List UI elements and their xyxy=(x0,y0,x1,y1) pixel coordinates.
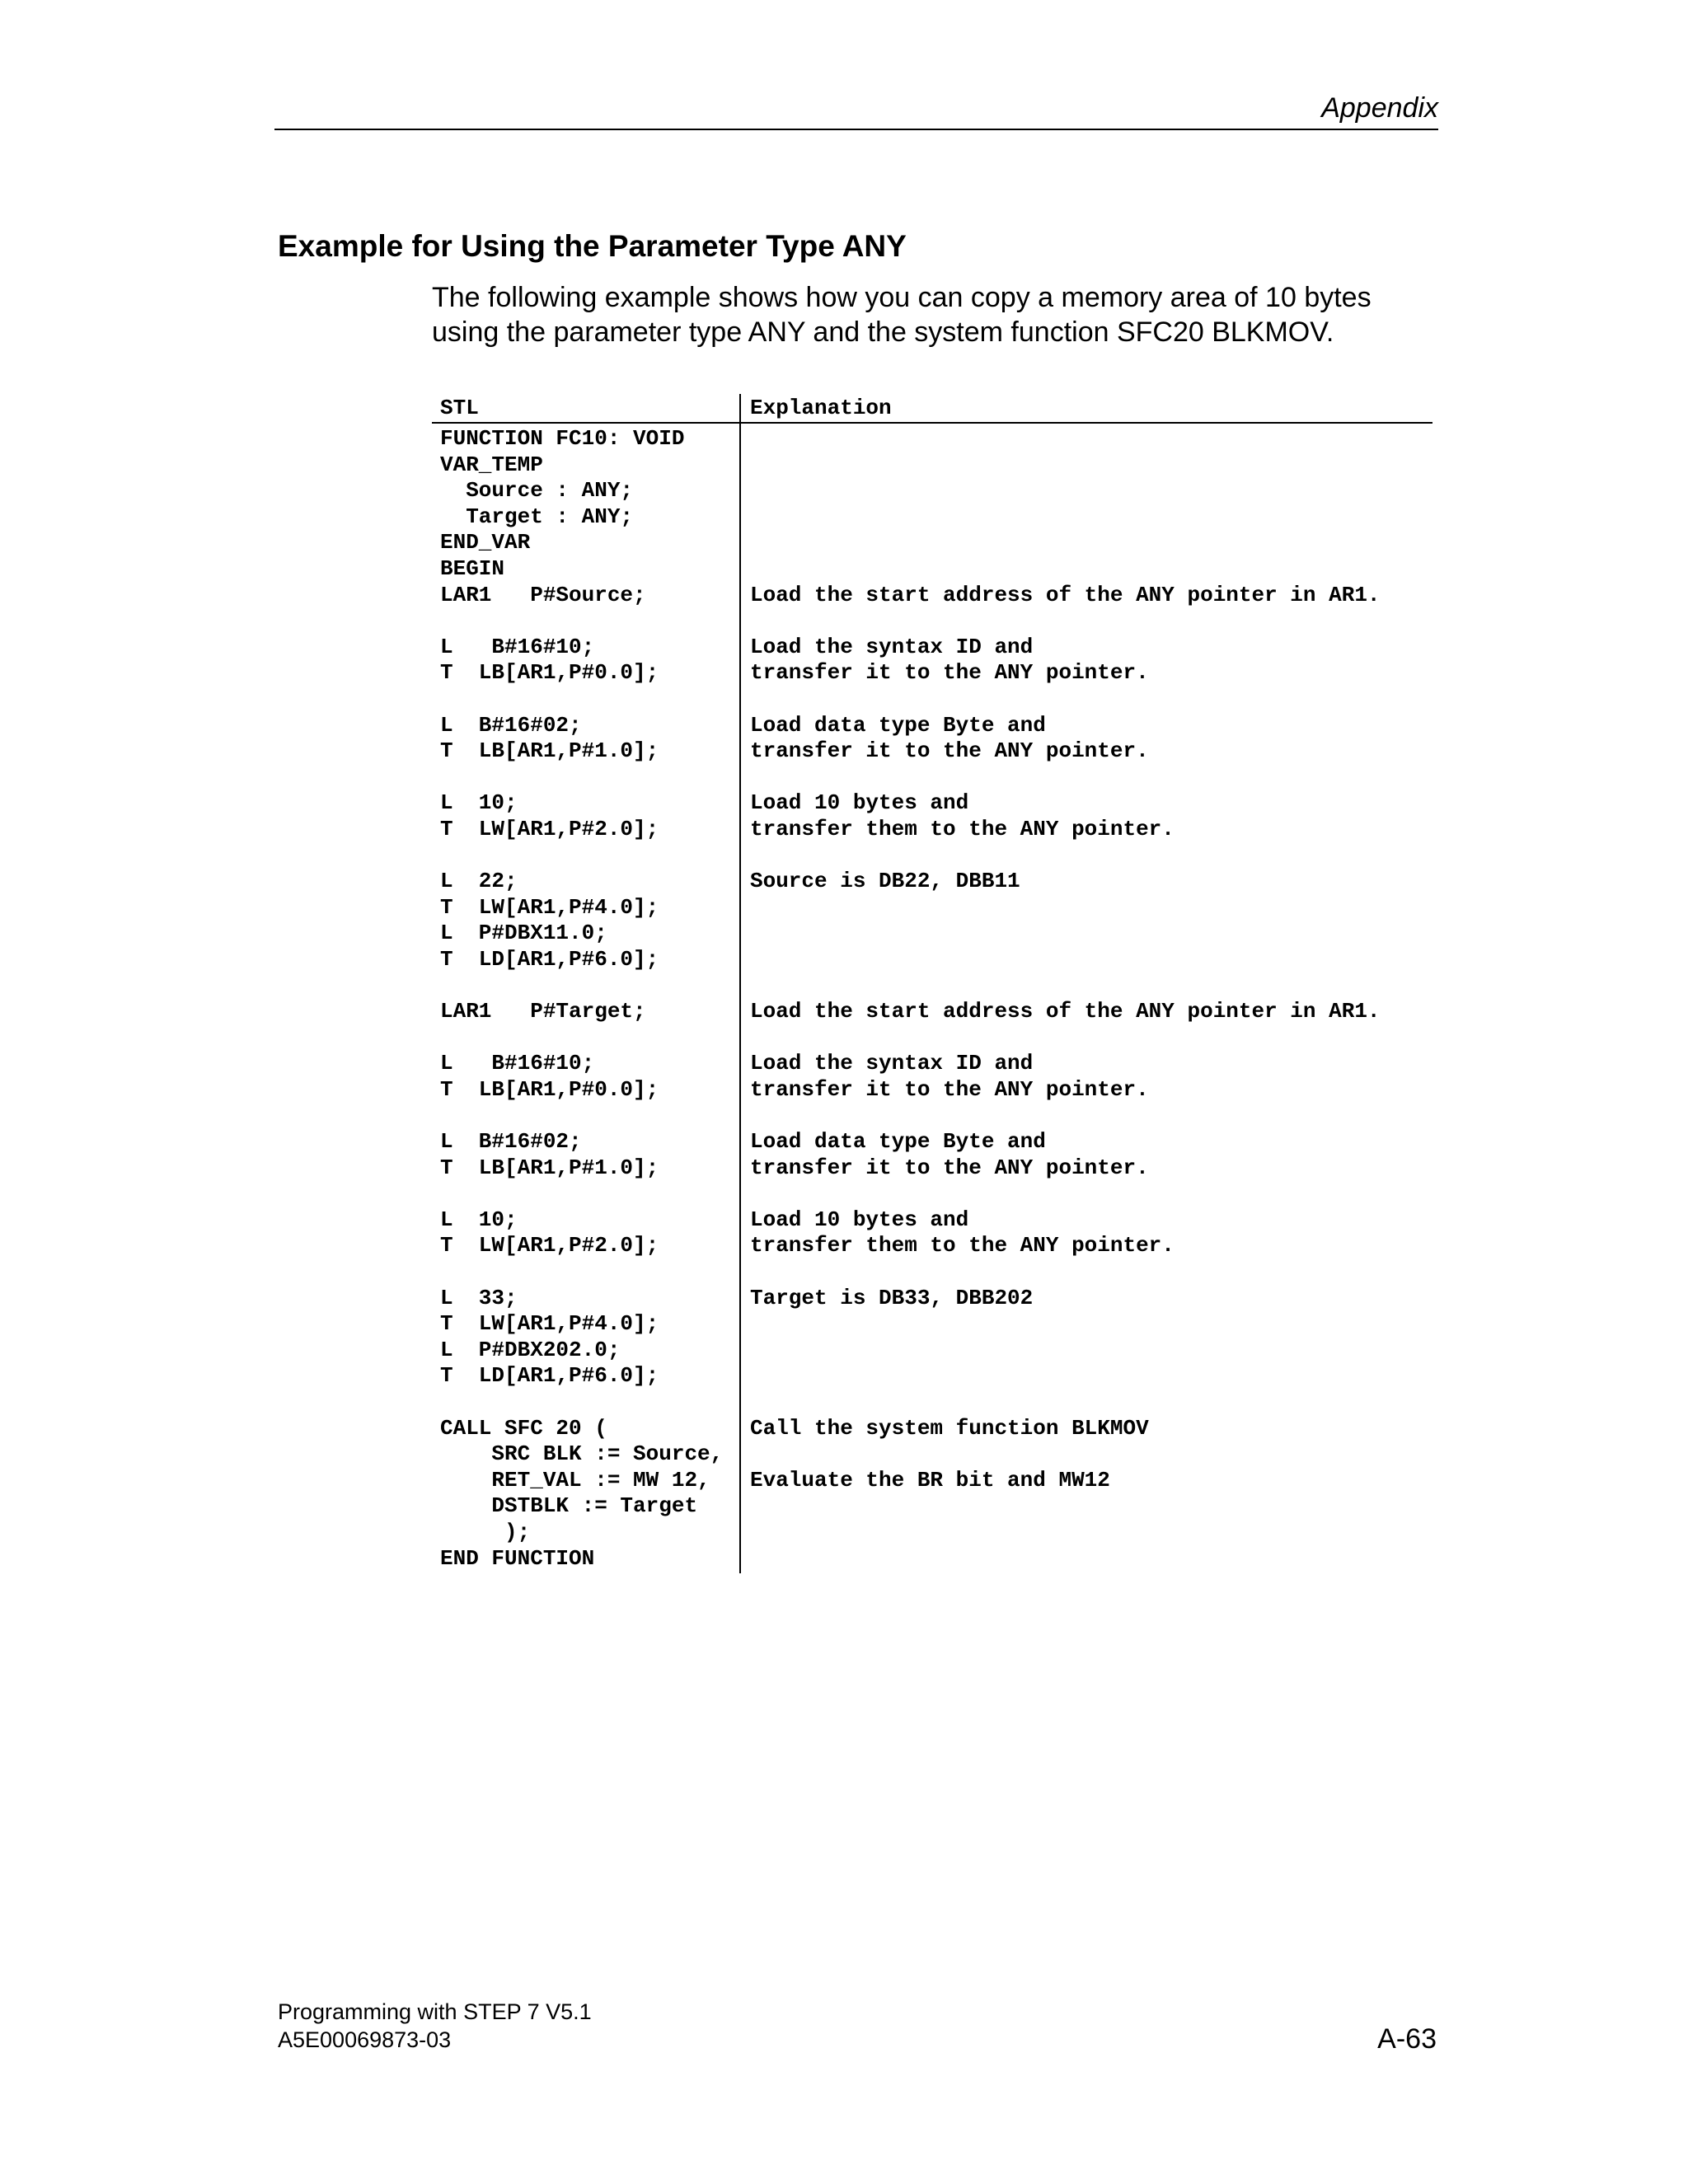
stl-line: L 10; xyxy=(440,1207,518,1232)
explanation-line xyxy=(750,504,1432,531)
stl-line xyxy=(440,1259,739,1286)
explanation-line: Evaluate the BR bit and MW12 xyxy=(750,1467,1110,1493)
stl-line: L B#16#02; xyxy=(440,1129,582,1155)
footer-doc-number: A5E00069873-03 xyxy=(278,2027,452,2052)
stl-line xyxy=(440,765,739,791)
explanation-line: Load the syntax ID and xyxy=(750,634,1034,659)
explanation-line xyxy=(750,1390,1432,1416)
stl-line xyxy=(440,1025,739,1052)
stl-line: VAR_TEMP xyxy=(440,452,543,477)
stl-line xyxy=(440,843,739,869)
explanation-line xyxy=(750,478,1432,504)
stl-line: L B#16#10; xyxy=(440,1051,595,1076)
stl-line: END_VAR xyxy=(440,530,531,555)
explanation-line: transfer it to the ANY pointer. xyxy=(750,1076,1149,1102)
stl-line: BEGIN xyxy=(440,555,505,581)
footer-title: Programming with STEP 7 V5.1 xyxy=(278,1999,592,2024)
footer-left xyxy=(278,1998,592,2054)
header-rule xyxy=(274,129,1438,130)
table-body xyxy=(432,424,1432,1573)
explanation-line xyxy=(750,1493,1432,1520)
explanation-line: Load 10 bytes and xyxy=(750,790,969,816)
stl-line: LAR1 P#Source; xyxy=(440,582,646,607)
explanation-line: Load the syntax ID and xyxy=(750,1051,1034,1076)
explanation-line xyxy=(750,1338,1432,1364)
stl-code-column xyxy=(432,424,741,1573)
stl-line: L P#DBX11.0; xyxy=(440,921,607,946)
stl-line: L B#16#10; xyxy=(440,634,595,659)
footer-page-number: A-63 xyxy=(1377,2023,1437,2055)
stl-line: SRC BLK := Source, xyxy=(440,1441,724,1467)
explanation-line xyxy=(750,1181,1432,1207)
stl-line: ); xyxy=(440,1519,531,1544)
stl-line: T LB[AR1,P#1.0]; xyxy=(440,1155,659,1180)
stl-line: T LW[AR1,P#2.0]; xyxy=(440,816,659,841)
explanation-line xyxy=(750,687,1432,713)
stl-line: Target : ANY; xyxy=(440,504,634,529)
explanation-line: Load the start address of the ANY pointer in AR1. xyxy=(750,999,1381,1024)
stl-line: L 33; xyxy=(440,1285,518,1310)
column-header-stl: STL xyxy=(432,394,741,422)
explanation-line xyxy=(750,1311,1432,1338)
explanation-line: transfer them to the ANY pointer. xyxy=(750,816,1175,841)
explanation-line xyxy=(750,1103,1432,1129)
stl-line xyxy=(440,972,739,999)
explanation-line xyxy=(750,452,1432,479)
stl-line xyxy=(440,608,739,635)
explanation-line: Load data type Byte and xyxy=(750,712,1046,738)
stl-line: RET_VAL := MW 12, xyxy=(440,1467,710,1493)
stl-line xyxy=(440,1390,739,1416)
explanation-line xyxy=(750,556,1432,583)
stl-line xyxy=(440,687,739,713)
explanation-line: Load the start address of the ANY pointer in AR1. xyxy=(750,582,1381,607)
explanation-line: Load data type Byte and xyxy=(750,1129,1046,1155)
stl-line: Source : ANY; xyxy=(440,478,634,504)
explanation-line xyxy=(750,1259,1432,1286)
explanation-line: transfer them to the ANY pointer. xyxy=(750,1233,1175,1258)
column-header-explanation: Explanation xyxy=(750,396,892,420)
stl-table xyxy=(432,394,1432,1573)
explanation-line xyxy=(750,921,1432,947)
stl-line: T LD[AR1,P#6.0]; xyxy=(440,1363,659,1389)
stl-line: T LW[AR1,P#4.0]; xyxy=(440,894,659,920)
explanation-line: transfer it to the ANY pointer. xyxy=(750,738,1149,764)
table-header xyxy=(432,394,1432,424)
explanation-line xyxy=(750,426,1432,452)
explanation-line: transfer it to the ANY pointer. xyxy=(750,660,1149,686)
stl-line: L 10; xyxy=(440,790,518,816)
stl-line: T LD[AR1,P#6.0]; xyxy=(440,946,659,972)
explanation-line xyxy=(750,895,1432,921)
intro-paragraph: The following example shows how you can copy a memory area of 10 bytes using the parameter type ANY and the system function SFC20 BLKMOV. xyxy=(432,282,1372,348)
stl-line: DSTBLK := Target xyxy=(440,1493,698,1519)
stl-line: CALL SFC 20 ( xyxy=(440,1415,607,1441)
explanation-line xyxy=(750,1546,1432,1572)
explanation-line xyxy=(750,1520,1432,1546)
explanation-line: transfer it to the ANY pointer. xyxy=(750,1155,1149,1180)
explanation-line xyxy=(750,1363,1432,1390)
running-header: Appendix xyxy=(1321,92,1438,124)
stl-line xyxy=(440,1181,739,1207)
explanation-line: Call the system function BLKMOV xyxy=(750,1415,1149,1441)
explanation-line xyxy=(750,608,1432,635)
stl-line: END FUNCTION xyxy=(440,1545,595,1571)
explanation-column xyxy=(741,424,1432,1573)
page-heading: Example for Using the Parameter Type ANY xyxy=(278,229,907,263)
stl-line: L P#DBX202.0; xyxy=(440,1337,621,1362)
explanation-line xyxy=(750,1025,1432,1052)
stl-line: T LB[AR1,P#0.0]; xyxy=(440,1076,659,1102)
explanation-line: Target is DB33, DBB202 xyxy=(750,1285,1034,1310)
stl-line: LAR1 P#Target; xyxy=(440,999,646,1024)
stl-line: T LB[AR1,P#1.0]; xyxy=(440,738,659,764)
stl-line: T LW[AR1,P#4.0]; xyxy=(440,1311,659,1337)
stl-line: L B#16#02; xyxy=(440,712,582,738)
explanation-line: Load 10 bytes and xyxy=(750,1207,969,1232)
explanation-line xyxy=(750,843,1432,869)
stl-line: T LW[AR1,P#2.0]; xyxy=(440,1233,659,1258)
explanation-line xyxy=(750,765,1432,791)
explanation-line xyxy=(750,1441,1432,1468)
explanation-line xyxy=(750,947,1432,973)
stl-line xyxy=(440,1103,739,1129)
stl-line: L 22; xyxy=(440,869,518,894)
explanation-line: Source is DB22, DBB11 xyxy=(750,869,1020,894)
explanation-line xyxy=(750,530,1432,556)
stl-line: T LB[AR1,P#0.0]; xyxy=(440,660,659,686)
explanation-line xyxy=(750,972,1432,999)
stl-line: FUNCTION FC10: VOID xyxy=(440,426,685,451)
